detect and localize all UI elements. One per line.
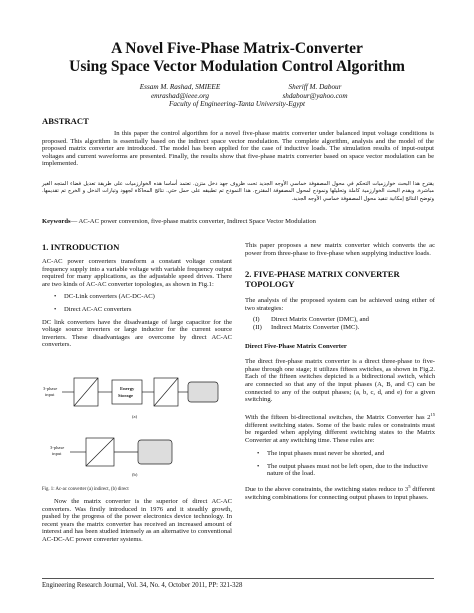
author-1-name: Essam M. Rashad, SMIEEE bbox=[139, 83, 221, 91]
right-paragraph-5: Due to the above constraints, the switching states reduce to $3^5$ different switching combinations for connecting output phases to input phases. bbox=[245, 484, 435, 501]
intro-paragraph-2: DC link converters have the disadvantage of large capacitor for the voltage source inverters or large inductor for the current source inverters. These disadvantages are overcome by direct AC-AC converters. bbox=[42, 318, 232, 349]
dmc-subheading: Direct Five-Phase Matrix Converter bbox=[245, 342, 347, 350]
list-item: • Direct AC-AC converters bbox=[64, 306, 232, 314]
paper-title-line1: A Novel Five-Phase Matrix-Converter bbox=[111, 40, 363, 57]
section-2-heading: 2. FIVE-PHASE MATRIX CONVERTER TOPOLOGY bbox=[245, 269, 400, 290]
fig1a-input-label: 3-phase bbox=[43, 386, 58, 391]
figure-1-diagram bbox=[42, 368, 232, 494]
list-item: • DC-Link converters (AC-DC-AC) bbox=[64, 293, 232, 301]
paper-title-line2: Using Space Vector Modulation Control Algorithm bbox=[69, 58, 405, 75]
intro-paragraph-1: AC-AC power converters transform a constant voltage constant frequency supply into a variable voltage with variable frequency output required for many applications, as the adjustable speed drives. There are two kinds of AC-AC converter topologies, as shown in Fig.1: bbox=[42, 258, 232, 288]
abstract-text: In this paper the control algorithm for a novel five-phase matrix converter under balanced input voltage conditions is proposed. This algorithm is essentially based on the indirect space vector modulation. The complete algorithm, analysis and the model of the proposed matrix converter are introduced. The model has been applied for the case of inductive loads. The simulation results of input-output voltages and current waveforms are presented. Finally, the results show that five-phase matrix converter based on space vector modulation can be implemented. bbox=[42, 130, 434, 168]
fig1b-input-label: 3-phase bbox=[50, 445, 65, 450]
left-column-top bbox=[42, 258, 232, 349]
right-paragraph-2: The analysis of the proposed system can be achieved using either of two strategies: bbox=[245, 297, 435, 312]
author-2-name: Sheriff M. Dabour bbox=[288, 83, 342, 91]
abstract-arabic: يقترح هذا البحث خوارزميات التحكم في محول المصفوفة خماسي الأوجه الجديد تحت ظروف جهد دخل متزن. تعتمد أساسا هذه الخوارزميات على طريقة تعديل فضاء المتجه الغير مباشرة. ويقدم البحث الخوارزمية كاملة وتحليلها ونموذج لمحول المصفوفة المقترح. هذا النموذج تم تطبيقه على حمل حثي. نتائج المحاكاة لجهود وتيارات الدخل و الخرج تم تقديمها. وتوضح النتائج إمكانية تنفيذ محول المصفوفة خماسي الأوجه الجديد. bbox=[42, 181, 434, 202]
list-item: (II) Indirect Matrix Converter (IMC). bbox=[253, 323, 360, 331]
right-paragraph-3: The direct five-phase matrix converter is a direct three-phase to five-phase through one stage; it utilizes fifteen switches, as shown in Fig.2. Each of the fifteen switches depicted is a bidirectional switch, which are connected so that any of the input phases (A, B, and C) can be connected to any of the output phases; (a, b, c, d, and e) for a given switching. bbox=[245, 358, 435, 404]
right-paragraph-4: With the fifteen bi-directional switches, the Matrix Converter has $2^{15}$ different switching states. Some of the basic rules or constraints must be regarded when applying different switching states to the Matrix Converter at any switching time. These rules are: bbox=[245, 411, 435, 444]
right-paragraph-1: This paper proposes a new matrix converter which converts the ac power from three-phase to five-phase when supplying inductive loads. bbox=[245, 242, 435, 257]
footer-citation: Engineering Research Journal, Vol. 34, No. 4, October 2011, PP: 321-328 bbox=[42, 582, 243, 589]
strategy-list bbox=[245, 316, 435, 331]
right-column bbox=[245, 242, 435, 501]
list-item: (I) Direct Matrix Converter (DMC), and bbox=[253, 316, 369, 324]
intro-paragraph-3: Now the matrix converter is the superior of direct AC-AC converters. Was firstly introduced in 1976 and it steadily growth, pushed by the progress of the power electronics device technology. In recent years the matrix converter has received an increased amount of interest and has been studied intensely as an alternative to conventional AC-DC-AC power converter systems. bbox=[42, 498, 232, 543]
author-1 bbox=[110, 83, 250, 100]
fig1a-input-label-2: input bbox=[45, 392, 55, 397]
section-1-heading: 1. INTRODUCTION bbox=[42, 242, 120, 252]
constraint-list bbox=[245, 450, 435, 478]
keywords bbox=[42, 218, 434, 226]
keywords-text: — AC-AC power conversion, five-phase matrix converter, Indirect Space Vector Modulation bbox=[70, 218, 316, 225]
list-item: • The output phases must not be left open, due to the inductive nature of the load. bbox=[267, 463, 435, 478]
author-2-email: shdabour@yahoo.com bbox=[282, 91, 348, 100]
fig1b-input-label-2: input bbox=[52, 451, 62, 456]
figure-1-caption: Fig. 1: Ac-ac converter (a) indirect, (b) direct bbox=[42, 487, 129, 492]
affiliation: Faculty of Engineering-Tanta University-Egypt bbox=[168, 100, 306, 108]
fig1a-energy-label-2: Storage bbox=[118, 393, 134, 398]
author-1-email: emrashad@ieee.org bbox=[150, 91, 210, 100]
fig1b-sub-label: (b) bbox=[132, 472, 138, 477]
abstract-heading: ABSTRACT bbox=[42, 116, 89, 126]
converter-types-list bbox=[42, 293, 232, 313]
list-item: • The input phases must never be shorted, and bbox=[267, 450, 435, 458]
fig1a-sub-label: (a) bbox=[132, 414, 138, 419]
fig1a-energy-label: Energy bbox=[120, 386, 135, 391]
footer-rule bbox=[42, 578, 434, 579]
keywords-label: Keywords bbox=[42, 218, 71, 225]
author-2 bbox=[255, 83, 375, 100]
